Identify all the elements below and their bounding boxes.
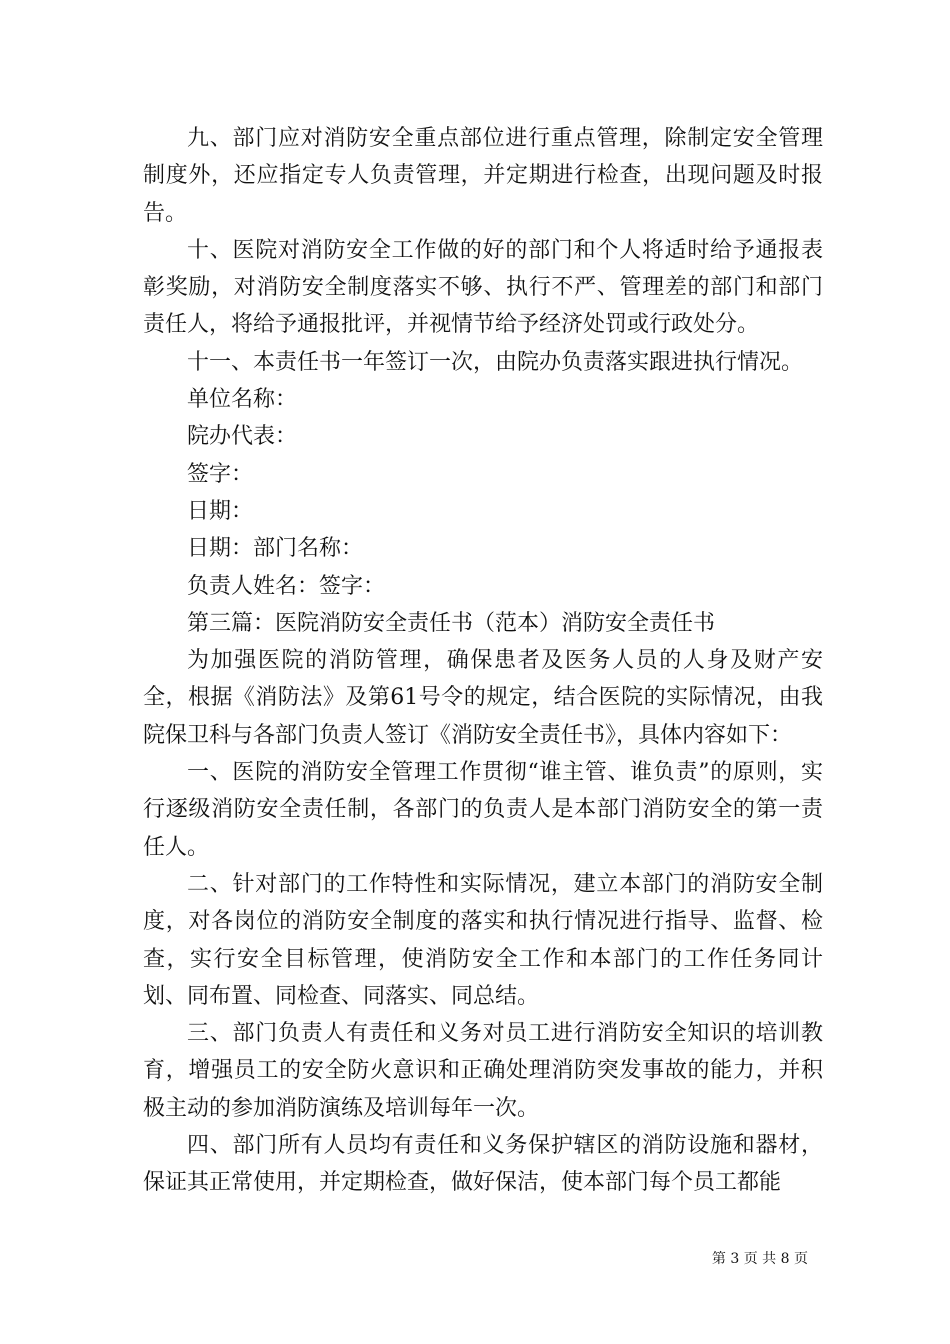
section-title-part-three: 第三篇：医院消防安全责任书（范本）消防安全责任书: [187, 610, 716, 636]
clause-2: 二、针对部门的工作特性和实际情况，建立本部门的消防安全制度，对各岗位的消防安全制度的落实和执行情况进行指导、监督、检查，实行安全目标管理，使消防安全工作和本部门的工作任务同计划、同布置、同检查、同落实、同总结。: [143, 871, 823, 1009]
paragraph-9: 九、部门应对消防安全重点部位进行重点管理，除制定安全管理制度外，还应指定专人负责管理，并定期进行检查，出现问题及时报告。: [143, 126, 823, 226]
clause-1: 一、医院的消防安全管理工作贯彻“谁主管、谁负责”的原则，实行逐级消防安全责任制，各部门的负责人是本部门消防安全的第一责任人。: [143, 760, 823, 860]
field-signature: 签字：: [187, 461, 254, 487]
field-office-rep: 院办代表：: [187, 424, 298, 450]
field-date: 日期：: [187, 498, 254, 524]
paragraph-11: 十一、本责任书一年签订一次，由院办负责落实跟进执行情况。: [187, 349, 804, 375]
field-date-dept-name: 日期：部门名称：: [187, 536, 364, 562]
clause-4: 四、部门所有人员均有责任和义务保护辖区的消防设施和器材，保证其正常使用，并定期检查，做好保洁，使本部门每个员工都能: [143, 1133, 823, 1196]
field-responsible-name-signature: 负责人姓名：签字：: [187, 573, 386, 599]
intro-paragraph: 为加强医院的消防管理，确保患者及医务人员的人身及财产安全，根据《消防法》及第61号令的规定，结合医院的实际情况，由我院保卫科与各部门负责人签订《消防安全责任书》，具体内容如下：: [143, 648, 823, 748]
clause-3: 三、部门负责人有责任和义务对员工进行消防安全知识的培训教育，增强员工的安全防火意识和正确处理消防突发事故的能力，并积极主动的参加消防演练及培训每年一次。: [143, 1021, 823, 1121]
document-body: [143, 120, 823, 1202]
paragraph-10: 十、医院对消防安全工作做的好的部门和个人将适时给予通报表彰奖励，对消防安全制度落实不够、执行不严、管理差的部门和部门责任人，将给予通报批评，并视情节给予经济处罚或行政处分。: [143, 237, 823, 338]
page-number: 第 3 页 共 8 页: [711, 1251, 808, 1267]
field-unit-name: 单位名称：: [187, 387, 298, 413]
